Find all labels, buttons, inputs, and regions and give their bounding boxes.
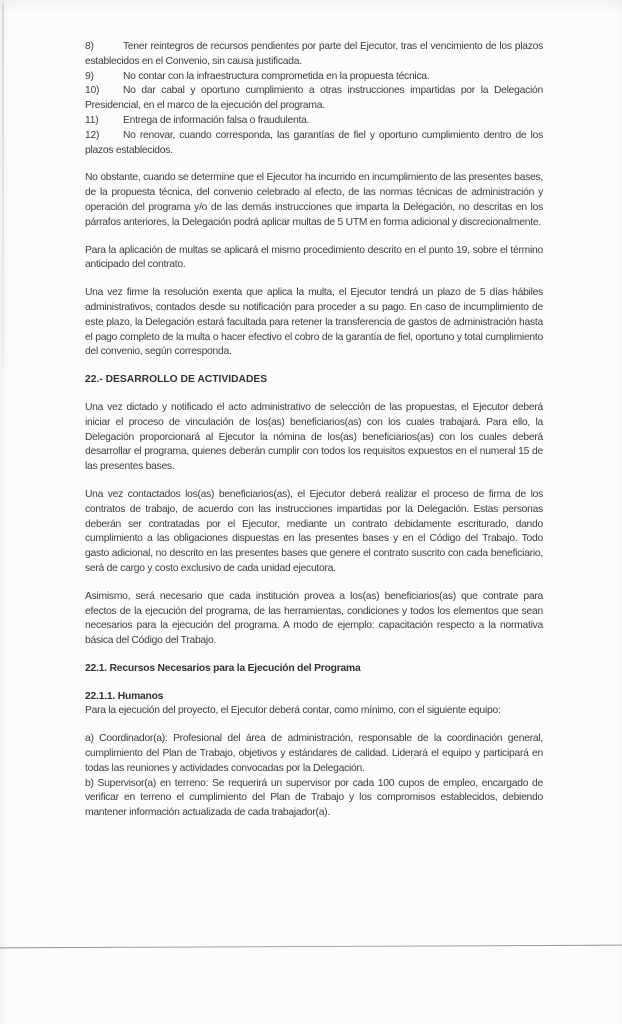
- paragraph-coordinador: a) Coordinador(a): Profesional del área de administración, responsable de la coordinación general, cumplimiento del Plan de Trabajo, objetivos y estándares de calidad. Liderará el equipo y participará en todas las reuniones y actividades convocadas por la Delegación.: [85, 733, 543, 774]
- section-heading-22-1-1-humanos: 22.1.1. Humanos: [85, 690, 164, 702]
- paragraph-resolucion-exenta: Una vez firme la resolución exenta que aplica la multa, el Ejecutor tendrá un plazo de 5 días hábiles administrativos, contados desde su notificación para proceder a su pago. En caso de incumplimiento de este plazo, la Delegación estará facultada para retener la transferencia de gastos de administración hasta el pago completo de la multa o hacer efectivo el cobro de la garantía de fiel, oportuno y total cumplimiento del convenio, según corresponda.: [85, 287, 543, 358]
- list-item-9-text: No contar con la infraestructura comprometida en la propuesta técnica.: [123, 70, 430, 82]
- paragraph-no-obstante: No obstante, cuando se determine que el Ejecutor ha incurrido en incumplimiento de las presentes bases, de la propuesta técnica, del convenio celebrado al efecto, de las normas técnicas de administración y operación del programa y/o de las demás instrucciones que imparta la Delegación, no descritas en los párrafos anteriores, la Delegación podrá aplicar multas de 5 UTM en forma adicional y discrecionalmente.: [85, 172, 543, 228]
- list-item-8-text: Tener reintegros de recursos pendientes por parte del Ejecutor, tras el vencimiento de los plazos establecidos en el Convenio, sin causa justificada.: [85, 41, 543, 67]
- document-body: [85, 40, 543, 821]
- list-item-10: [85, 84, 543, 114]
- list-item-12-number: 12): [85, 129, 100, 141]
- list-item-10-text: No dar cabal y oportuno cumplimiento a otras instrucciones impartidas por la Delegación Presidencial, en el marco de la ejecución del programa.: [85, 85, 543, 112]
- list-item-9-number: 9): [85, 70, 94, 82]
- paragraph-equipo-intro: Para la ejecución del proyecto, el Ejecutor deberá contar, como mínimo, con el siguiente equipo:: [85, 705, 501, 717]
- paragraph-acto-administrativo: Una vez dictado y notificado el acto administrativo de selección de las propuestas, el Ejecutor deberá iniciar el proceso de vinculación de los(as) beneficiarios(as) con los cuales trabajará. Para ello, la Delegación proporcionará al Ejecutor la nómina de los(as) beneficiarios(as) con los cuales deberá desarrollar el programa, quienes deberán cumplir con todos los requisitos expuestos en el numeral 15 de las presentes bases.: [85, 401, 543, 473]
- list-item-10-number: 10): [85, 85, 100, 97]
- list-item-11-number: 11): [85, 114, 99, 126]
- paragraph-asimismo: Asimismo, será necesario que cada institución provea a los(as) beneficiarios(as) que contrate para efectos de la ejecución del programa, de las herramientas, condiciones y todos los elementos que sean necesarios para la ejecución del programa. A modo de ejemplo: capacitación respecto a la normativa básica del Código del Trabajo.: [85, 590, 543, 647]
- list-item-11-text: Entrega de información falsa o fraudulenta.: [123, 114, 310, 126]
- scan-artifact-left-edge: [2, 3, 4, 368]
- paragraph-supervisor: b) Supervisor(a) en terreno: Se requerirá un supervisor por cada 100 cupos de empleo, encargado de verificar en terreno el cumplimiento del Plan de Trabajo y los compromisos establecidos, debiendo mantener información actualizada de cada trabajador(a).: [85, 777, 543, 819]
- scan-artifact-bottom-line: [0, 945, 622, 949]
- paragraph-contactados: Una vez contactados los(as) beneficiarios(as), el Ejecutor deberá realizar el proceso de firma de los contratos de trabajo, de acuerdo con las instrucciones impartidas por la Delegación. Estas personas deberán ser contratadas por el Ejecutor, mediante un contrato debidamente escriturado, dando cumplimiento a las obligaciones dispuestas en las presentes bases y en el Código del Trabajo. Todo gasto adicional, no descrito en las presentes bases que genere el contrato suscrito con cada beneficiario, será de cargo y costo exclusivo de cada unidad ejecutora.: [85, 488, 543, 574]
- section-heading-22-desarrollo-de-actividades: 22.- DESARROLLO DE ACTIVIDADES: [85, 374, 268, 386]
- section-heading-22-1-recursos-necesarios: 22.1. Recursos Necesarios para la Ejecución del Programa: [85, 662, 361, 674]
- list-item-11: [85, 114, 543, 129]
- list-item-8-number: 8): [85, 41, 94, 52]
- list-item-9: [85, 70, 543, 85]
- list-item-12: [85, 129, 543, 159]
- list-item-8: [85, 40, 543, 70]
- paragraph-aplicacion-multas: Para la aplicación de multas se aplicará el mismo procedimiento descrito en el punto 19, sobre el término anticipado del contrato.: [85, 244, 543, 271]
- list-item-12-text: No renovar, cuando corresponda, las garantías de fiel y oportuno cumplimiento dentro de los plazos establecidos.: [85, 129, 543, 156]
